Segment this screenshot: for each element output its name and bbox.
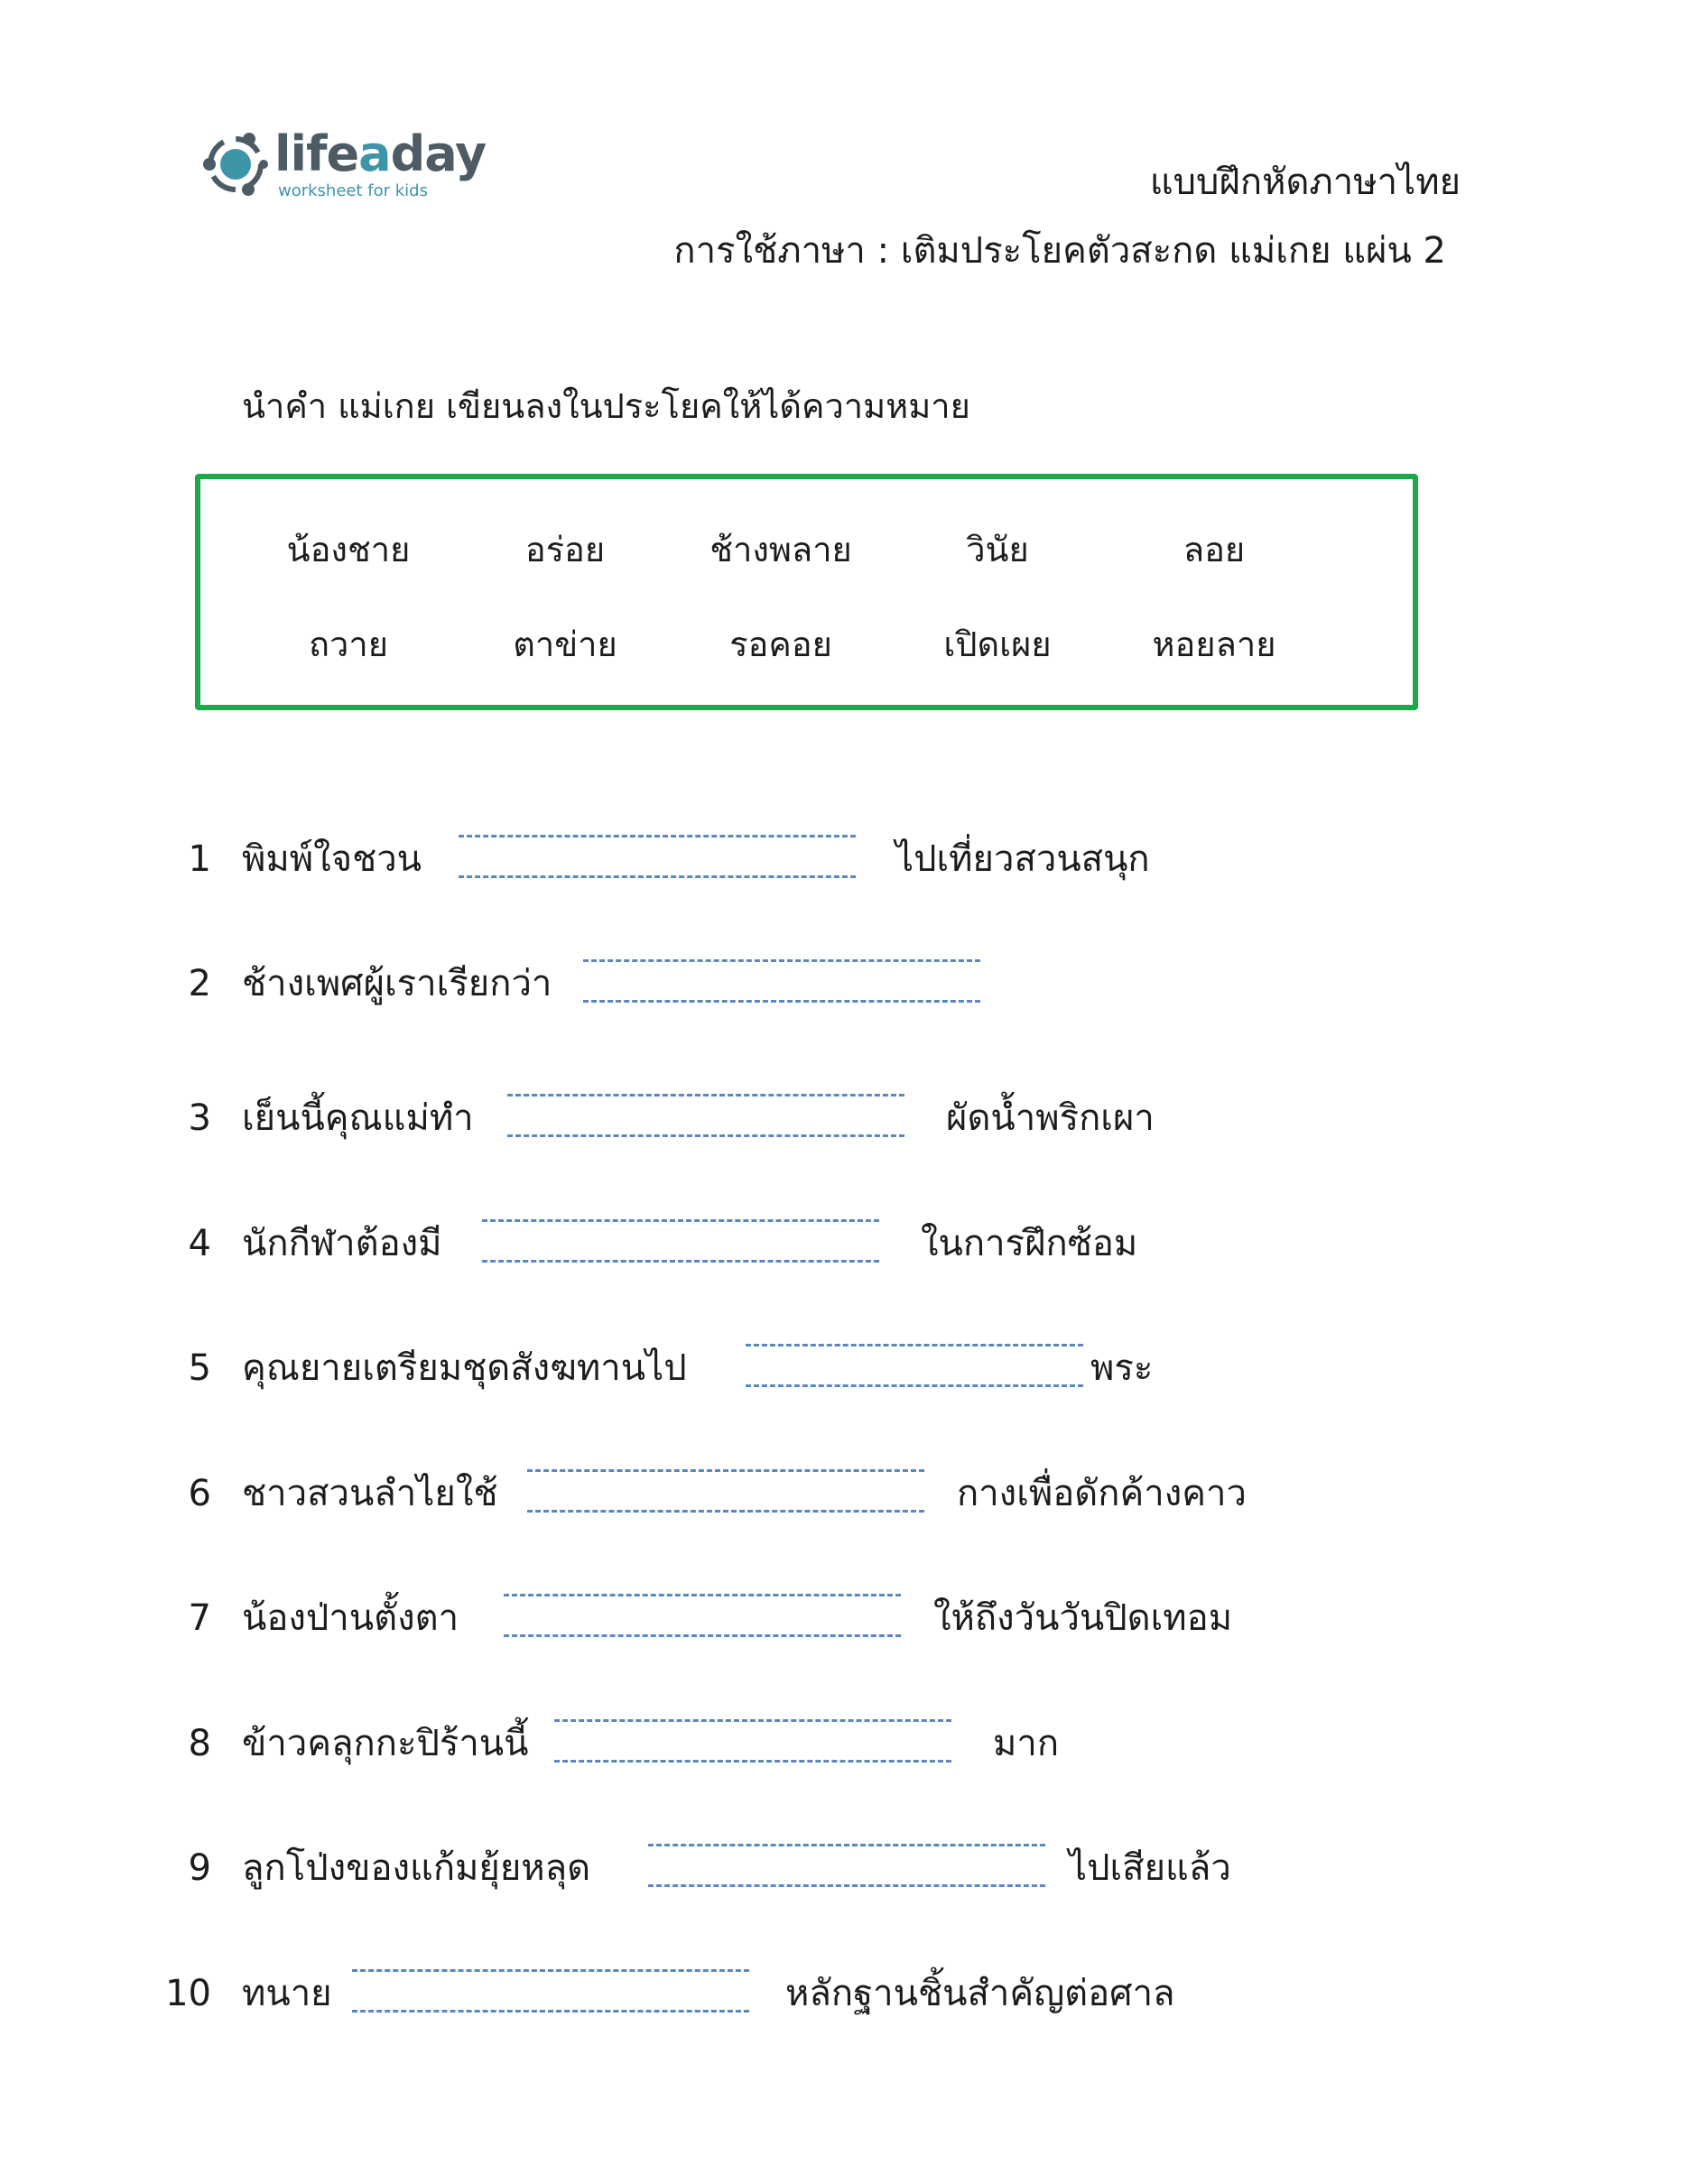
logo-wordmark: lifeaday [274,125,487,182]
sentence-text-before: ชาวสวนลำไยใช้ [242,1473,498,1514]
sentence-number: 9 [188,1847,211,1889]
sentence-text-after: พระ [1090,1347,1154,1389]
sentence-number: 3 [188,1097,211,1139]
sentence-text-before: เย็นนี้คุณแม่ทำ [242,1097,474,1139]
sentence-text-before: ลูกโป่งของแก้มยุ้ยหลุด [242,1847,591,1889]
sentence-text-before: คุณยายเตรียมชุดสังฆทานไป [242,1347,687,1389]
sentence-row [0,1087,1688,1150]
sentence-row [0,1837,1688,1900]
answer-blank[interactable] [482,1219,879,1263]
answer-blank[interactable] [507,1094,904,1137]
sentence-text-after: ผัดน้ำพริกเผา [946,1097,1155,1139]
sentence-row [0,1712,1688,1775]
sentence-row [0,952,1688,1015]
sentence-row [0,1587,1688,1650]
answer-blank[interactable] [648,1844,1045,1887]
word-bank-item: รอคอย [729,625,832,664]
sentence-number: 4 [188,1223,211,1264]
sentence-text-before: ทนาย [242,1973,332,2014]
instruction-text: นำคำ แม่เกย เขียนลงในประโยคให้ได้ความหมาย [242,386,970,426]
sentence-text-after: หลักฐานชิ้นสำคัญต่อศาล [785,1973,1175,2014]
sentence-text-before: นักกีฬาต้องมี [242,1223,442,1264]
sentence-text-after: ในการฝึกซ้อม [921,1223,1138,1264]
word-bank-item: วินัย [966,530,1029,569]
sentence-row [0,828,1688,891]
molecule-logo-icon [199,128,273,202]
word-bank-row [200,523,1413,577]
word-bank-item: ตาข่าย [513,625,617,664]
word-bank-item: ช้างพลาย [710,530,852,569]
word-bank-item: น้องชาย [286,530,411,569]
worksheet-title: แบบฝึกหัดภาษาไทย [1149,162,1461,203]
sentence-text-before: น้องป่านตั้งตา [242,1597,459,1639]
sentence-text-after: กางเพื่อดักค้างคาว [957,1473,1247,1514]
sentence-text-after: มาก [993,1723,1060,1764]
word-bank-item: เปิดเผย [943,625,1052,664]
answer-blank[interactable] [527,1469,924,1513]
sentence-number: 2 [188,963,211,1004]
sentence-text-before: ข้าวคลุกกะปิร้านนี้ [242,1723,529,1764]
sentence-text-after: ให้ถึงวันวันปิดเทอม [933,1597,1233,1639]
word-bank-row [200,617,1413,671]
sentence-number: 10 [165,1973,211,2014]
answer-blank[interactable] [554,1719,951,1763]
word-bank-item: อร่อย [524,530,606,569]
sentence-row [0,1212,1688,1275]
answer-blank[interactable] [746,1344,1083,1387]
logo-tagline: worksheet for kids [278,181,428,200]
answer-blank[interactable] [504,1594,901,1637]
worksheet-subtitle: การใช้ภาษา : เติมประโยคตัวสะกด แม่เกย แผ่น 2 [673,230,1446,272]
lifeaday-logo [199,125,487,211]
answer-blank[interactable] [459,835,856,878]
answer-blank[interactable] [583,959,980,1003]
sentence-row [0,1962,1688,2025]
sentence-text-after: ไปเสียแล้ว [1069,1847,1231,1889]
sentence-row [0,1462,1688,1525]
sentence-number: 1 [188,838,211,880]
sentence-number: 6 [188,1473,211,1514]
word-bank-item: หอยลาย [1152,625,1276,664]
sentence-text-before: พิมพ์ใจชวน [242,838,422,880]
sentence-text-after: ไปเที่ยวสวนสนุก [895,838,1150,880]
sentence-number: 5 [188,1347,211,1389]
sentence-row [0,1337,1688,1400]
word-bank-box [195,474,1418,710]
sentence-number: 8 [188,1723,211,1764]
sentence-text-before: ช้างเพศผู้เราเรียกว่า [242,963,552,1004]
answer-blank[interactable] [352,1969,749,2013]
word-bank-item: ถวาย [309,625,388,664]
sentence-number: 7 [188,1597,211,1639]
word-bank-item: ลอย [1183,530,1246,569]
